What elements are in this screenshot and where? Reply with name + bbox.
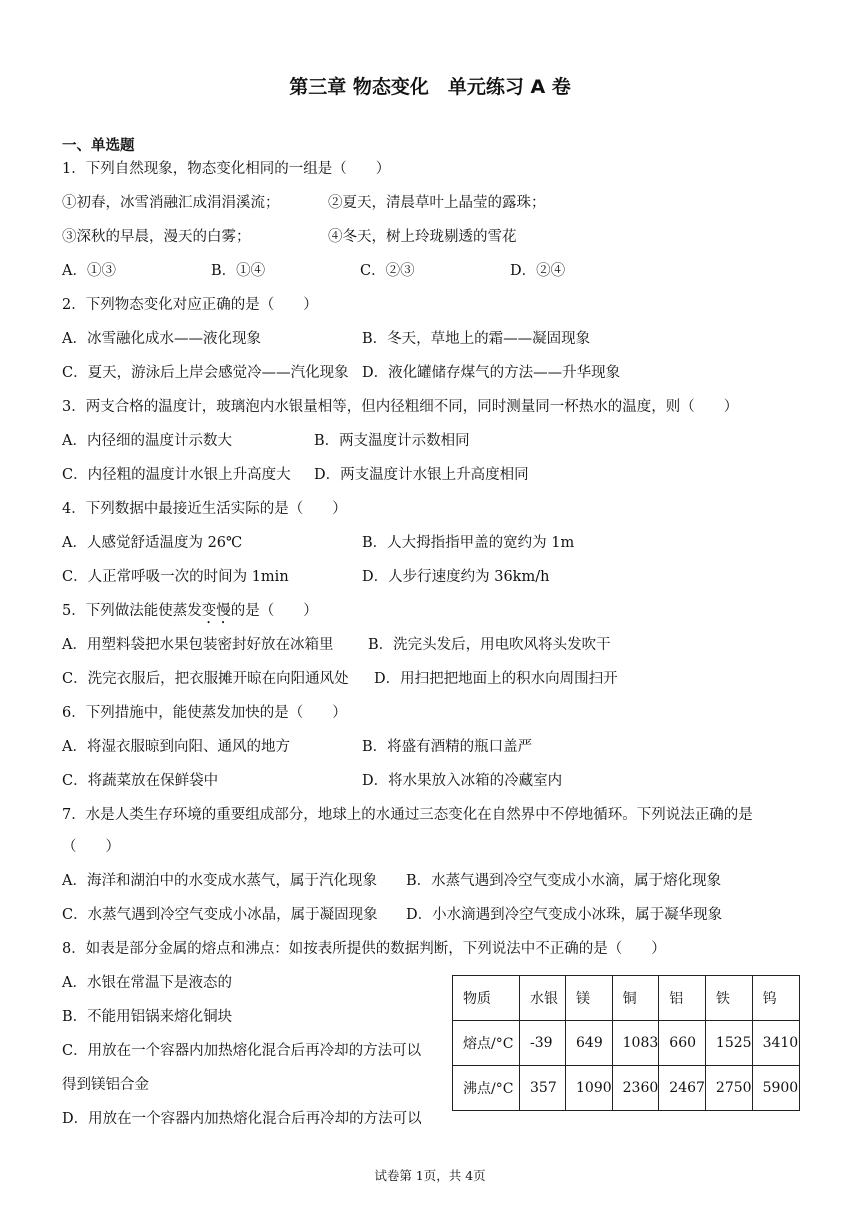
table-cell: -39 <box>520 1021 566 1066</box>
question-3-option-d: D．两支温度计水银上升高度相同 <box>314 467 529 483</box>
table-cell: 1083 <box>612 1021 659 1066</box>
question-8-option-c-cont: 得到镁铝合金 <box>62 1077 149 1093</box>
table-cell: 钨 <box>752 976 799 1021</box>
table-cell: 水银 <box>520 976 566 1021</box>
question-8-option-c: C．用放在一个容器内加热熔化混合后再冷却的方法可以 <box>62 1043 422 1059</box>
question-8-option-d: D．用放在一个容器内加热熔化混合后再冷却的方法可以 <box>62 1111 422 1127</box>
section-heading: 一、单选题 <box>62 138 135 154</box>
question-5-stem-start: 5．下列做法能使蒸发 <box>62 603 202 619</box>
question-4-option-a: A．人感觉舒适温度为 26℃ <box>62 535 243 551</box>
table-cell: 熔点/°C <box>453 1021 520 1066</box>
question-8-option-b: B．不能用铝锅来熔化铜块 <box>62 1009 233 1025</box>
question-2-option-b: B．冬天，草地上的霜——凝固现象 <box>362 331 591 347</box>
question-5-option-a: A．用塑料袋把水果包装密封好放在冰箱里 <box>62 637 334 653</box>
question-6-stem: 6．下列措施中，能使蒸发加快的是（ ） <box>62 705 347 721</box>
question-6-option-b: B．将盛有酒精的瓶口盖严 <box>362 739 533 755</box>
question-1-item-2: ②夏天，清晨草叶上晶莹的露珠； <box>328 195 546 211</box>
table-cell: 2750 <box>705 1066 752 1111</box>
question-2-option-c: C．夏天，游泳后上岸会感觉冷——汽化现象 <box>62 365 349 381</box>
question-7-option-b: B．水蒸气遇到冷空气变成小水滴，属于熔化现象 <box>406 873 722 889</box>
table-cell: 3410 <box>752 1021 799 1066</box>
table-cell: 物质 <box>453 976 520 1021</box>
table-cell: 2360 <box>612 1066 659 1111</box>
question-6-option-d: D．将水果放入冰箱的冷藏室内 <box>362 773 563 789</box>
table-cell: 649 <box>566 1021 613 1066</box>
question-5-stem <box>62 602 318 627</box>
question-1-item-1: ①初春，冰雪消融汇成涓涓溪流； <box>62 195 280 211</box>
question-7-paren: （ ） <box>62 839 120 855</box>
table-cell: 2467 <box>659 1066 706 1111</box>
question-3-option-b: B．两支温度计示数相同 <box>314 433 470 449</box>
question-2-option-a: A．冰雪融化成水——液化现象 <box>62 331 261 347</box>
question-4-option-c: C．人正常呼吸一次的时间为 1min <box>62 569 289 585</box>
question-3-option-a: A．内径细的温度计示数大 <box>62 433 232 449</box>
question-4-option-b: B．人大拇指指甲盖的宽约为 1m <box>362 535 575 551</box>
question-5-option-b: B．洗完头发后，用电吹风将头发吹干 <box>368 637 611 653</box>
question-7-option-a: A．海洋和湖泊中的水变成水蒸气，属于汽化现象 <box>62 873 377 889</box>
question-5-option-c: C．洗完衣服后，把衣服摊开晾在向阳通风处 <box>62 671 349 687</box>
page-footer: 试卷第 1页，共 4页 <box>374 1168 486 1183</box>
table-cell: 660 <box>659 1021 706 1066</box>
question-4-option-d: D．人步行速度约为 36km/h <box>362 569 550 585</box>
question-6-option-c: C．将蔬菜放在保鲜袋中 <box>62 773 219 789</box>
table-cell: 1525 <box>705 1021 752 1066</box>
question-1-option-c: C．②③ <box>360 263 415 279</box>
question-3-stem: 3．两支合格的温度计，玻璃泡内水银量相等，但内径粗细不同，同时测量同一杯热水的温度，则（ ） <box>62 399 739 415</box>
question-4-stem: 4．下列数据中最接近生活实际的是（ ） <box>62 501 347 517</box>
question-8-option-a: A．水银在常温下是液态的 <box>62 975 232 991</box>
table-row <box>453 976 800 1021</box>
question-3-option-c: C．内径粗的温度计水银上升高度大 <box>62 467 291 483</box>
metals-table <box>452 975 800 1111</box>
question-1-item-3: ③深秋的早晨，漫天的白雾； <box>62 229 251 245</box>
table-cell: 沸点/°C <box>453 1066 520 1111</box>
table-cell: 5900 <box>752 1066 799 1111</box>
question-5-emphasis: 变慢 <box>201 603 231 619</box>
question-1-option-b: B．①④ <box>211 263 266 279</box>
table-cell: 357 <box>520 1066 566 1111</box>
question-6-option-a: A．将湿衣服晾到向阳、通风的地方 <box>62 739 290 755</box>
question-8-stem: 8．如表是部分金属的熔点和沸点：如按表所提供的数据判断，下列说法中不正确的是（ ） <box>62 941 666 957</box>
table-row <box>453 1066 800 1111</box>
question-7-stem: 7．水是人类生存环境的重要组成部分，地球上的水通过三态变化在自然界中不停地循环。下列说法正确的是 <box>62 807 753 823</box>
question-1-item-4: ④冬天，树上玲珑剔透的雪花 <box>328 229 517 245</box>
question-5-stem-end: 的是（ ） <box>230 603 318 619</box>
question-2-option-d: D．液化罐储存煤气的方法——升华现象 <box>362 365 621 381</box>
page-title: 第三章 物态变化 单元练习 A 卷 <box>289 76 571 98</box>
question-2-stem: 2．下列物态变化对应正确的是（ ） <box>62 297 318 313</box>
table-cell: 铝 <box>659 976 706 1021</box>
table-row <box>453 1021 800 1066</box>
table-cell: 1090 <box>566 1066 613 1111</box>
question-5-option-d: D．用扫把把地面上的积水向周围扫开 <box>374 671 618 687</box>
question-7-option-d: D．小水滴遇到冷空气变成小冰珠，属于凝华现象 <box>406 907 723 923</box>
table-cell: 铁 <box>705 976 752 1021</box>
question-1-stem: 1．下列自然现象，物态变化相同的一组是（ ） <box>62 161 391 177</box>
question-1-option-a: A．①③ <box>62 263 116 279</box>
table-cell: 铜 <box>612 976 659 1021</box>
table-cell: 镁 <box>566 976 613 1021</box>
question-1-option-d: D．②④ <box>510 263 566 279</box>
question-7-option-c: C．水蒸气遇到冷空气变成小冰晶，属于凝固现象 <box>62 907 378 923</box>
